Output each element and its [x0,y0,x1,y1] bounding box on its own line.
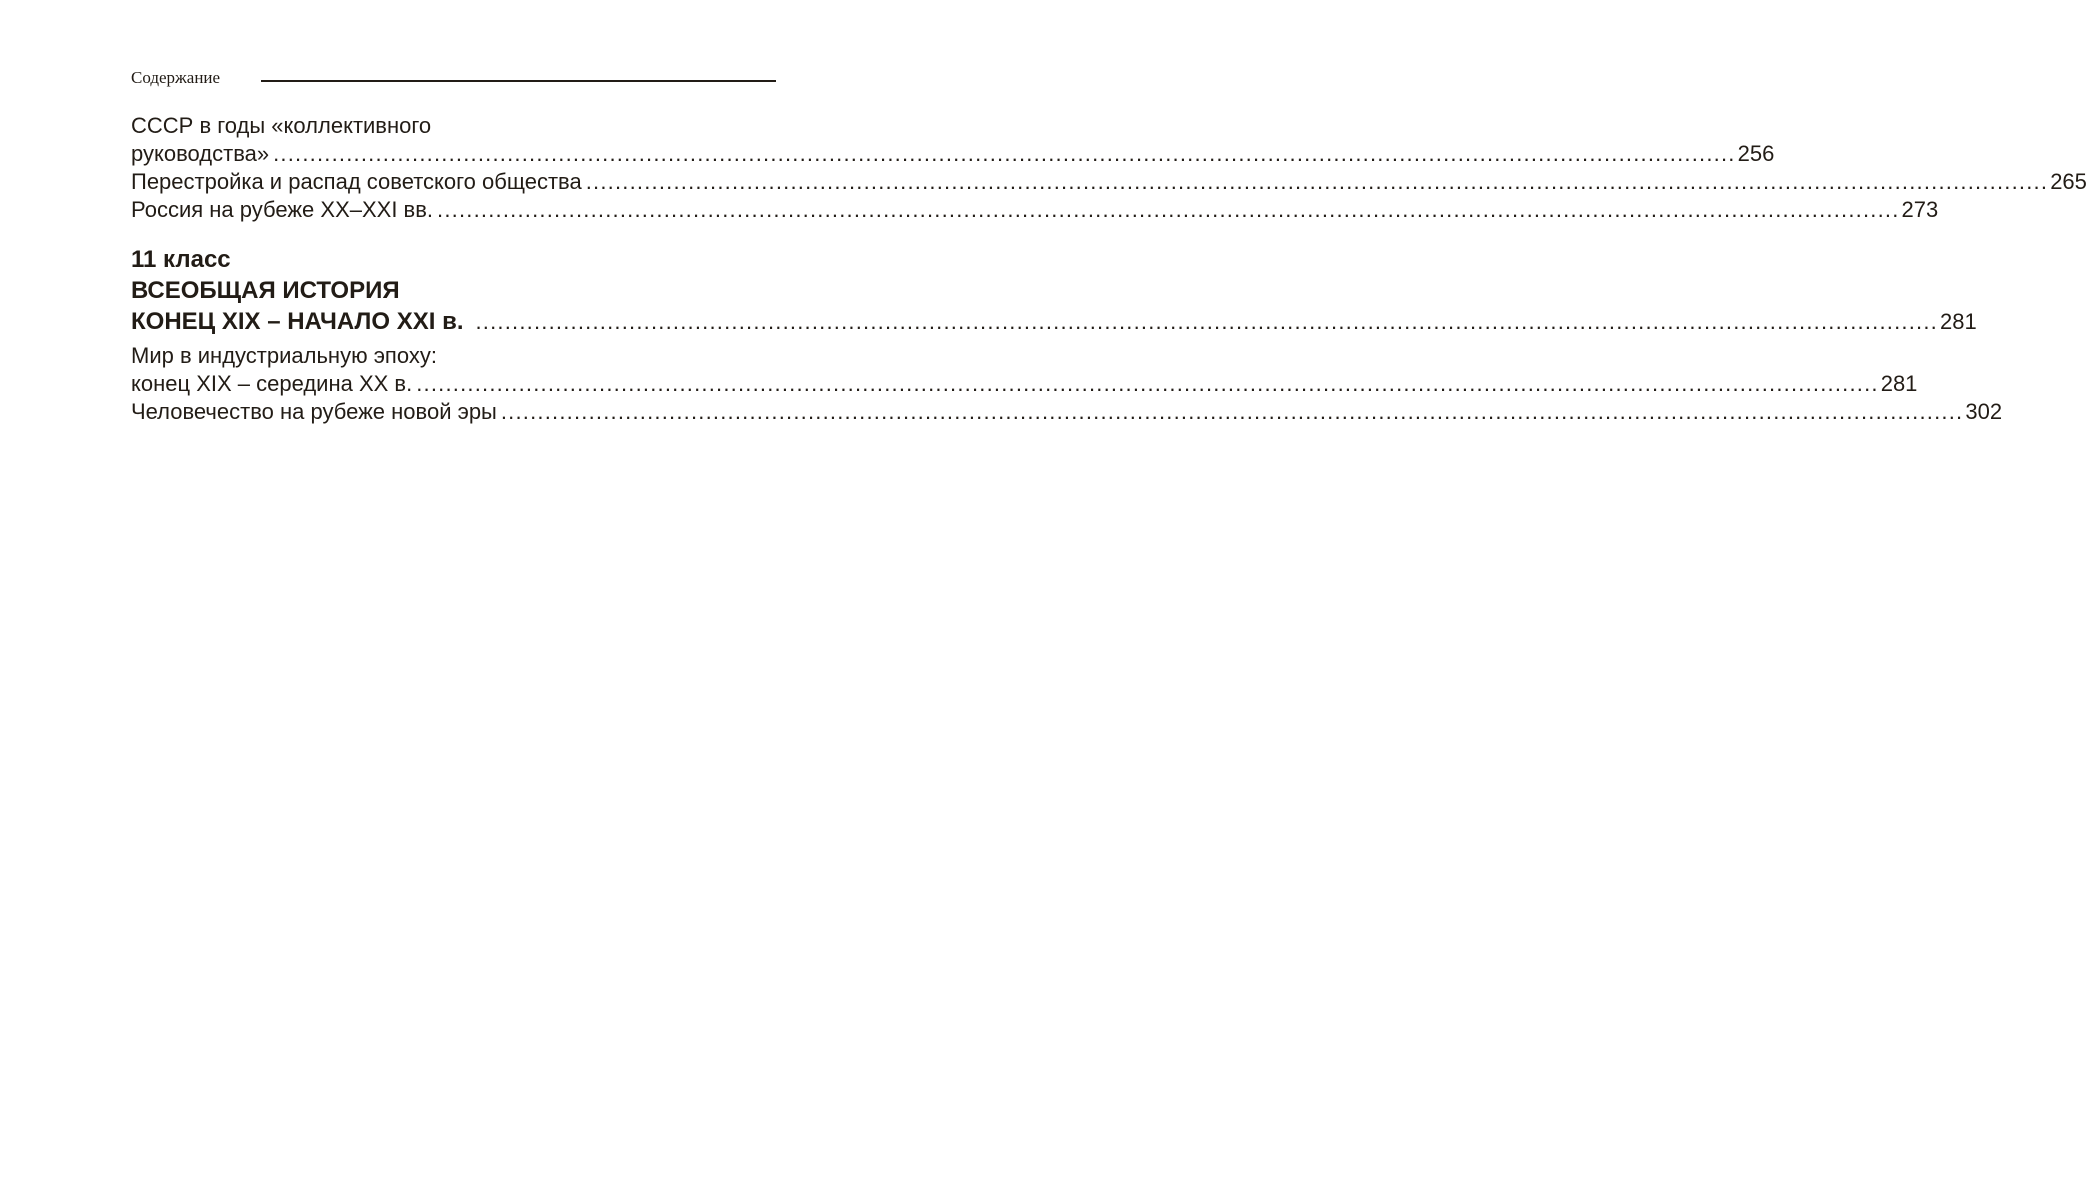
toc-entry-text: Россия на рубеже XX–XXI вв. [131,197,434,222]
toc-entry-perestroika[interactable] [131,168,2087,196]
toc-entry-industrial-era-line1[interactable] [131,342,776,370]
section-title-text: КОНЕЦ XIX – НАЧАЛО XXI в. [131,308,464,335]
toc-entry-new-era[interactable] [131,398,2003,426]
toc-entry-collective-leadership[interactable] [131,140,1775,168]
toc-entry-text: СССР в годы «коллективного [131,113,432,138]
toc-entry-text: конец XIX – середина XX в. [131,371,413,396]
toc-entry-text: руководства» [131,141,270,166]
toc-page-number: 281 [1939,309,1977,334]
toc-entry-collective-leadership-line1[interactable] [131,112,776,140]
toc-entry-text: Человечество на рубеже новой эры [131,399,497,424]
dot-leader: ........................................................................................................................................................................................................ [416,371,1879,396]
section-title-line1: ВСЕОБЩАЯ ИСТОРИЯ [131,277,400,304]
running-header [131,68,776,90]
toc-page-number: 256 [1737,141,1775,166]
running-header-title: Содержание [131,68,221,87]
toc-block-ussr [131,112,2087,224]
toc-page-number: 265 [2050,169,2087,194]
toc-section-heading [131,244,1977,337]
toc-page-number: 281 [1880,371,1918,396]
toc-page-number: 273 [1901,197,1939,222]
dot-leader: ........................................................................................................................................................................................................ [273,141,1736,166]
header-rule [261,80,776,82]
grade-heading: 11 класс [131,246,231,273]
section-title-line2[interactable] [131,306,1977,337]
toc-block-world-history [131,342,2003,426]
toc-page-number: 302 [1965,399,2003,424]
toc-entry-text: Перестройка и распад советского общества [131,169,582,194]
dot-leader: ........................................................................................................................................................................................................ [585,169,2049,194]
dot-leader: ........................................................................................................................................................................................................ [500,399,1964,424]
dot-leader: ........................................................................................................................................................................................................ [475,309,1938,334]
toc-entry-text: Мир в индустриальную эпоху: [131,343,437,368]
toc-entry-russia-xx-xxi[interactable] [131,196,1939,224]
toc-entry-industrial-era[interactable] [131,370,1918,398]
dot-leader: ........................................................................................................................................................................................................ [437,197,1900,222]
